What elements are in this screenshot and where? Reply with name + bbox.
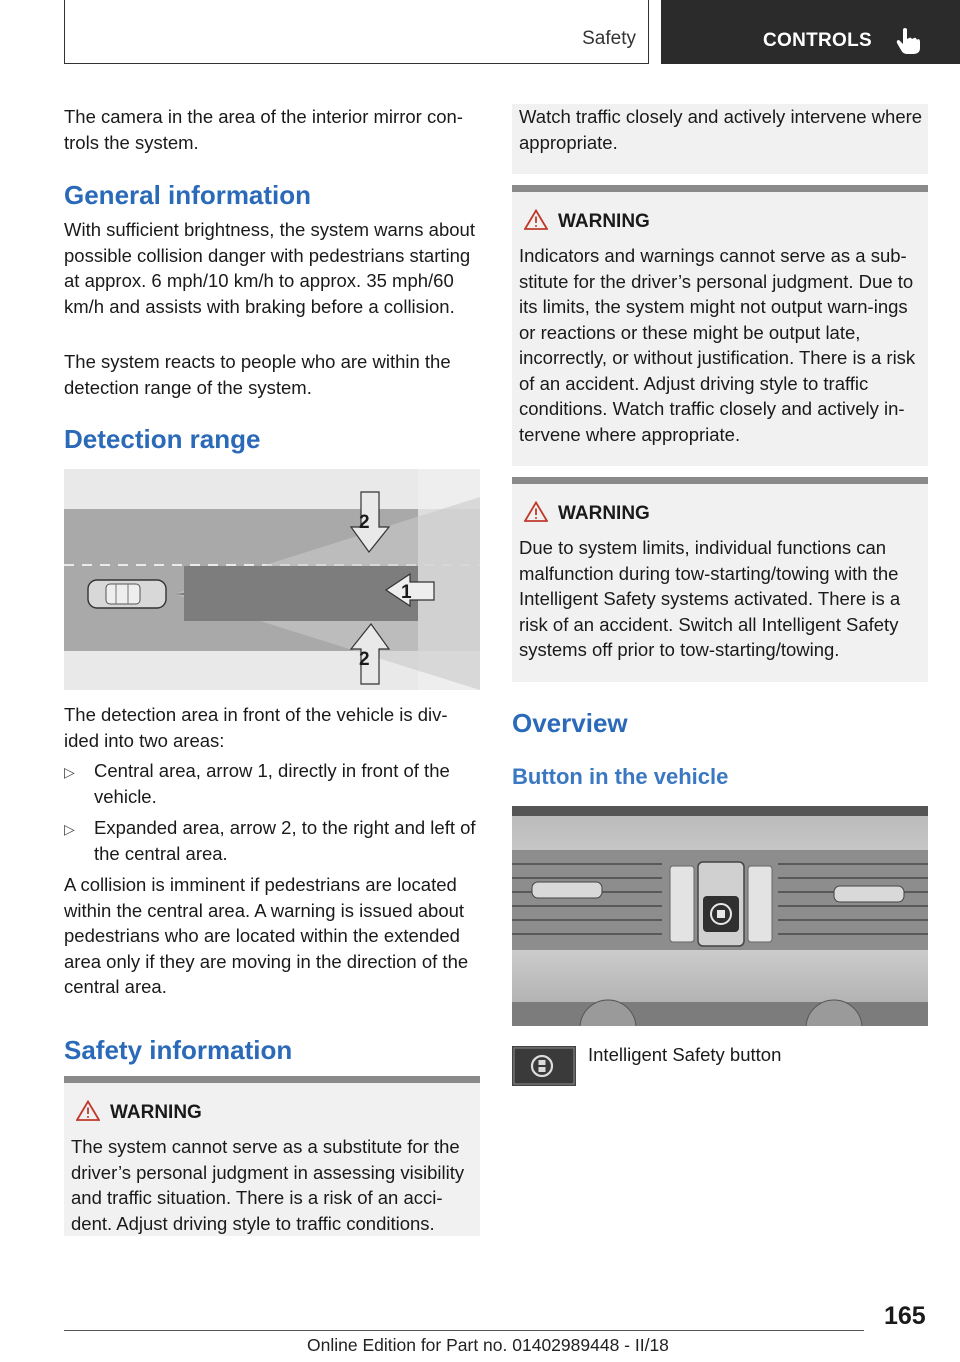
intro-paragraph: The camera in the area of the interior mirror con-trols the system. — [64, 106, 463, 153]
warning-triangle-icon — [76, 1100, 100, 1121]
warning-triangle-icon — [524, 501, 548, 522]
detection-range-figure — [64, 469, 480, 690]
detection-range-heading: Detection range — [64, 424, 261, 454]
button-in-vehicle-heading: Button in the vehicle — [512, 764, 729, 789]
general-paragraph-1: With sufficient brightness, the system warns about possible collision danger with pedestrians starting at approx. 6 mph/10 km/h to approx. 35 mph/60 km/h and assists with braking before a collision. — [64, 219, 475, 317]
bullet-triangle-icon: ▷ — [64, 764, 75, 780]
warning-body: The system cannot serve as a substitute for the driver’s personal judgment in assessing visibility and traffic situation. There is a risk of an acci-dent. Adjust driving style to traffic conditions. — [71, 1136, 465, 1234]
dashboard-button-photo — [512, 806, 928, 1026]
header-chapter-box — [661, 0, 960, 64]
button-caption: Intelligent Safety button — [588, 1044, 782, 1065]
warning-body: Indicators and warnings cannot serve as a sub-stitute for the driver’s personal judgment. Due to its limits, the system might not output warn-ings or reactions or these might be output late, incorrectly, or without justification. There is a risk of an accident. Adjust driving style to traffic conditions. Watch traffic closely and actively in-tervene where appropriate. — [519, 245, 916, 445]
safety-information-heading: Safety information — [64, 1035, 293, 1065]
header-section-title: Safety — [582, 28, 636, 49]
list-item-text: Expanded area, arrow 2, to the right and left of the central area. — [94, 817, 476, 864]
pointing-hand-icon — [895, 27, 921, 55]
detection-paragraph-2: A collision is imminent if pedestrians are located within the central area. A warning is issued about pedestrians who are located within the extended area only if they are moving in the direction of the central area. — [64, 874, 469, 997]
warning-continued-box — [512, 104, 928, 174]
header-chapter-title: CONTROLS — [763, 30, 873, 51]
warning-title: WARNING — [558, 211, 650, 232]
arrow-label-center: 1 — [401, 582, 412, 603]
general-paragraph-2: The system reacts to people who are within the detection range of the system. — [64, 351, 451, 398]
warning-title: WARNING — [110, 1102, 202, 1123]
intelligent-safety-icon — [512, 1046, 576, 1086]
arrow-label-top: 2 — [359, 512, 370, 533]
footer-divider — [64, 1330, 864, 1331]
list-item-text: Central area, arrow 1, directly in front of the vehicle. — [94, 760, 450, 807]
arrow-label-bottom: 2 — [359, 649, 370, 670]
car-top-view — [88, 580, 166, 608]
warning-body: Due to system limits, individual functions can malfunction during tow-starting/towing with the Intelligent Safety systems activated. There is a risk of an accident. Switch all Intelligent Safety systems off prior to tow-starting/towing. — [519, 537, 901, 660]
general-information-heading: General information — [64, 180, 312, 210]
warning-box-2 — [512, 185, 928, 466]
detection-paragraph-1: The detection area in front of the vehicle is div-ided into two areas: — [64, 704, 448, 751]
warning-title: WARNING — [558, 503, 650, 524]
bullet-triangle-icon: ▷ — [64, 821, 75, 837]
warning-triangle-icon — [524, 209, 548, 230]
footer-edition-text: Online Edition for Part no. 01402989448 - II/18 — [307, 1335, 669, 1355]
overview-heading: Overview — [512, 708, 628, 738]
warning-continued-text: Watch traffic closely and actively intervene where appropriate. — [519, 106, 923, 153]
page-number: 165 — [884, 1302, 926, 1330]
warning-box-3 — [512, 477, 928, 682]
header-section-box — [64, 0, 649, 64]
warning-box-1 — [64, 1076, 480, 1236]
